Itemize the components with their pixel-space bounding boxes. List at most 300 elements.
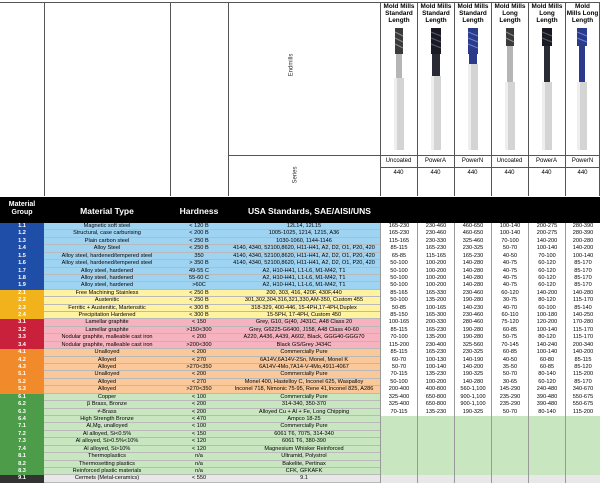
speed-range-cell	[565, 461, 600, 468]
speed-range-cell: 165-230	[380, 223, 417, 230]
material-group-code: 4.2	[0, 357, 44, 364]
speed-range-cell: 145-290	[491, 386, 528, 393]
speed-range-cell: 85-170	[565, 282, 600, 289]
speed-range-cell: 140-190	[454, 357, 491, 364]
divider	[170, 2, 171, 196]
material-type: Cermets (Metal-ceramics)	[74, 475, 140, 482]
material-type: Magnetic soft steel	[83, 223, 131, 229]
speed-range-cell: 85-120	[565, 364, 600, 371]
speed-range-cell: 390-480	[528, 401, 565, 408]
speed-range-cell	[491, 475, 528, 482]
hardness-value: < 200	[191, 334, 207, 341]
hardness-value: < 150	[191, 319, 207, 326]
hardness-value: n/a	[195, 453, 203, 460]
speed-range-cell: 325-400	[380, 394, 417, 401]
material-type: Austenitic	[94, 297, 120, 304]
speed-range-cell	[491, 468, 528, 475]
material-type: Thermoplastics	[88, 453, 126, 460]
speed-range-cell: 75-120	[491, 319, 528, 326]
material-type: Alloyed	[97, 386, 117, 393]
speed-range-cell	[491, 423, 528, 430]
speed-range-cell: 135-200	[417, 297, 454, 304]
speed-range-cell: 60-85	[491, 349, 528, 356]
speed-range-cell: 50-100	[380, 275, 417, 282]
material-type: ≠-Brass	[97, 408, 117, 415]
speed-range-cell: 140-250	[565, 312, 600, 319]
material-group-code: 8.3	[0, 468, 44, 475]
speed-range-cell: 50-70	[380, 364, 417, 371]
speed-range-cell: 80-140	[528, 409, 565, 416]
standards-value: 4140, 4340, 52100,8620, H11-H41, A2, D2, O1, P20, 420	[233, 260, 375, 267]
speed-range-cell	[528, 423, 565, 430]
standards-value: CFK, GFKAFK	[285, 467, 323, 474]
speed-range-cell	[417, 423, 454, 430]
material-group-code: 3.1	[0, 319, 44, 326]
speed-range-cell: 70-145	[491, 342, 528, 349]
speed-range-cell: 70-100	[380, 334, 417, 341]
hardness-heading: Hardness	[179, 206, 219, 216]
column-title: Mold Mills Long Length	[531, 3, 563, 24]
speed-range-cell	[565, 475, 600, 482]
speed-range-cell: 550-675	[565, 394, 600, 401]
material-group-code: 4.3	[0, 364, 44, 371]
speed-range-cell: 325-560	[454, 342, 491, 349]
speed-range-cell: 100-140	[528, 327, 565, 334]
speed-range-cell: 140-280	[454, 379, 491, 386]
speed-range-cell: 140-200	[565, 349, 600, 356]
speed-range-cell: 230-460	[454, 290, 491, 297]
speed-range-cell: 50-100	[380, 268, 417, 275]
speed-range-cell: 230-325	[454, 245, 491, 252]
material-group-code: 1.3	[0, 238, 44, 245]
standards-value: Grey, G10, G(40, J431C, A48 Class 20	[255, 319, 353, 326]
standards-value: Monel 400, Hastelloy C, Inconel 625, Waspalloy	[244, 378, 364, 385]
material-type: Precipitation Hardened	[78, 312, 136, 319]
hardness-value: >270<350	[186, 364, 212, 371]
material-type: Free Machining Stainless	[75, 289, 139, 296]
speed-range-cell: 140-200	[528, 290, 565, 297]
hardness-value: 49-55 C	[189, 267, 209, 274]
speed-range-cell: 135-230	[417, 409, 454, 416]
speed-range-cell: 60-120	[491, 290, 528, 297]
column-title: Mold Mills Standard Length	[457, 3, 489, 24]
hardness-value: < 200 B	[189, 230, 209, 237]
material-group-code: 6.1	[0, 394, 44, 401]
material-type: Alloy steel, hardened	[80, 267, 134, 274]
table-row	[0, 342, 600, 349]
hardness-value: >60C	[192, 282, 206, 289]
speed-range-cell: 100-130	[417, 357, 454, 364]
speed-range-cell: 400-800	[417, 386, 454, 393]
speed-range-cell: 120-200	[528, 319, 565, 326]
speed-range-cell	[491, 461, 528, 468]
speed-range-cell: 165-300	[417, 312, 454, 319]
material-group-code: 7.4	[0, 446, 44, 453]
speed-range-cell: 80-120	[528, 334, 565, 341]
speed-range-cell: 190-280	[454, 334, 491, 341]
material-type: Thermosetting plastics	[79, 460, 135, 467]
speed-range-cell: 85-115	[380, 349, 417, 356]
speed-range-cell	[417, 438, 454, 445]
speed-range-cell	[380, 416, 417, 423]
standards-value: Magnesium Whisker Reinforced	[264, 445, 344, 452]
speed-range-cell: 85-170	[565, 268, 600, 275]
speed-range-cell: 50-70	[491, 409, 528, 416]
standards-value: 12L14, 12L15	[286, 223, 322, 229]
material-group-code: 7.3	[0, 438, 44, 445]
standards-value: Commercially Pure	[280, 393, 328, 400]
material-type: Structural, case carburising	[73, 230, 141, 237]
column-title: Mold Mills Standard Length	[420, 3, 452, 24]
material-type: Nodular graphite, malleable cast iron	[61, 341, 153, 348]
table-row	[0, 475, 600, 482]
hardness-value: < 200	[191, 349, 207, 356]
hardness-value: > 350 B	[189, 260, 209, 267]
speed-range-cell: 230-460	[417, 230, 454, 237]
speed-range-cell: 115-170	[565, 297, 600, 304]
table-row	[0, 379, 600, 386]
speed-range-cell: 85-115	[565, 357, 600, 364]
standards-value: 1005-1025, 1214, 1215, A36	[268, 230, 340, 237]
hardness-value: 350	[194, 252, 204, 259]
material-group-code: 7.1	[0, 423, 44, 430]
speed-range-cell: 30-75	[491, 297, 528, 304]
speed-range-cell: 230-460	[454, 312, 491, 319]
standards-value: 6A14V,6A14V-2Sn, Monel, Monel K	[259, 356, 349, 363]
standards-value: 1030-1060, 1144-1146	[276, 237, 332, 244]
diameter-value: 440	[577, 170, 588, 176]
speed-range-cell: 230-400	[417, 342, 454, 349]
material-type: Alloyed	[97, 364, 117, 371]
speed-range-cell	[417, 453, 454, 460]
table-row	[0, 290, 600, 297]
divider	[380, 167, 600, 168]
speed-range-cell	[565, 446, 600, 453]
speed-range-cell: 85-150	[380, 312, 417, 319]
speed-range-cell	[491, 416, 528, 423]
material-type: Nodular graphite, malleable cast iron	[61, 334, 153, 341]
hardness-value: n/a	[195, 460, 203, 467]
speed-range-cell: 135-200	[417, 334, 454, 341]
speed-range-cell	[454, 475, 491, 482]
hardness-value: < 550	[191, 475, 207, 482]
material-type: Ferritic + Austenitic, Martensitic	[68, 304, 146, 311]
speed-range-cell: 100-200	[417, 379, 454, 386]
speed-range-cell: 60-110	[491, 312, 528, 319]
table-row	[0, 371, 600, 378]
speed-range-cell: 900-1,100	[454, 394, 491, 401]
speed-range-cell: 550-675	[565, 401, 600, 408]
table-row	[0, 223, 600, 230]
speed-range-cell: 190-325	[454, 371, 491, 378]
speed-range-cell	[454, 416, 491, 423]
speed-range-cell: 100-165	[380, 319, 417, 326]
coating-label: PowerN	[461, 158, 484, 164]
material-type: Alloy steel, hardened	[80, 282, 134, 289]
speed-range-cell	[380, 453, 417, 460]
speed-range-cell: 60-100	[528, 305, 565, 312]
standards-value: 6061 T6, 380-390	[281, 438, 327, 445]
standards-heading: USA Standards, SAE/AISI/UNS	[248, 206, 371, 216]
material-type: Reinforced plastic materials	[72, 467, 142, 474]
speed-range-cell: 100-200	[417, 275, 454, 282]
table-row	[0, 401, 600, 408]
speed-range-cell: 50-100	[380, 282, 417, 289]
speed-range-cell: 460-650	[454, 230, 491, 237]
table-row	[0, 282, 600, 289]
standards-value: Ultramid, Polystrol	[281, 453, 327, 460]
speed-range-cell: 340-670	[565, 386, 600, 393]
material-group-code: 2.4	[0, 312, 44, 319]
speed-range-cell	[454, 453, 491, 460]
material-type: Alloy steel, hardened/tempered steel	[61, 260, 153, 267]
material-group-code: 1.9	[0, 282, 44, 289]
speed-range-cell	[417, 468, 454, 475]
table-row	[0, 409, 600, 416]
material-group-code: 4.1	[0, 349, 44, 356]
standards-value: 6A14V-4Mo,7A14-V-4Mo,4911-4067	[259, 364, 349, 371]
hardness-value: < 250 B	[189, 237, 209, 244]
speed-range-cell: 165-230	[454, 253, 491, 260]
diameter-value: 440	[393, 170, 404, 176]
speed-range-cell	[491, 438, 528, 445]
speed-range-cell: 165-230	[417, 327, 454, 334]
table-row	[0, 453, 600, 460]
diameter-value: 440	[430, 170, 441, 176]
material-type: Alloy steel, hardened	[80, 274, 134, 281]
material-type: High Strength Bronze	[80, 415, 134, 422]
speed-range-cell	[454, 438, 491, 445]
speed-range-cell	[491, 446, 528, 453]
speed-range-cell	[380, 446, 417, 453]
speed-range-cell: 40-70	[491, 305, 528, 312]
speed-range-cell: 165-330	[417, 290, 454, 297]
speed-range-cell: 50-70	[491, 371, 528, 378]
diameter-value: 440	[541, 170, 552, 176]
endmill-powera-image	[426, 28, 446, 152]
standards-value: Alloyed Cu + Al + Fe, Long Chipping	[258, 408, 350, 415]
divider	[228, 155, 600, 156]
speed-range-cell: 115-200	[380, 342, 417, 349]
standards-value: A2, H10-H41, L1-L6, M1-M42, T1	[262, 282, 346, 289]
table-row	[0, 312, 600, 319]
speed-range-cell: 80-120	[528, 297, 565, 304]
speed-range-cell	[491, 453, 528, 460]
coating-label: PowerA	[424, 158, 446, 164]
speed-range-cell: 200-280	[565, 238, 600, 245]
speed-range-cell: 140-280	[454, 268, 491, 275]
speed-range-cell: 460-650	[454, 223, 491, 230]
speed-range-cell	[417, 431, 454, 438]
table-row	[0, 438, 600, 445]
speed-range-cell: 100-200	[417, 282, 454, 289]
speed-range-cell: 60-120	[528, 260, 565, 267]
divider	[44, 2, 45, 196]
speed-range-cell: 85-170	[565, 275, 600, 282]
speed-range-cell: 230-330	[417, 238, 454, 245]
table-header	[0, 197, 600, 223]
speed-range-cell	[380, 423, 417, 430]
standards-value: Inconel 718, Nimonic 75-95, Rene 41,Inconel 825, A286	[234, 386, 374, 393]
material-group-code: 1.4	[0, 245, 44, 252]
hardness-value: < 200	[191, 401, 207, 408]
standards-value: Black GS/Grey J434C	[276, 341, 332, 348]
standards-value: A220, A436, A439, A602, Black, GGG40-GGG70	[243, 334, 365, 341]
material-type: Al alloyed, Si>0.5%<10%	[75, 438, 139, 445]
table-row	[0, 364, 600, 371]
hardness-value: < 270	[191, 378, 207, 385]
table-row	[0, 327, 600, 334]
speed-range-cell	[380, 438, 417, 445]
material-group-code: 2.3	[0, 305, 44, 312]
speed-range-cell: 100-200	[417, 260, 454, 267]
speed-range-cell: 115-200	[565, 409, 600, 416]
speed-range-cell: 200-330	[417, 319, 454, 326]
material-type: Al,Mg, unalloyed	[86, 423, 128, 430]
table-row	[0, 468, 600, 475]
hardness-value: < 270	[191, 356, 207, 363]
speed-range-cell: 230-325	[454, 349, 491, 356]
series-label: Series	[292, 166, 299, 184]
speed-range-cell	[528, 416, 565, 423]
speed-range-cell: 80-140	[528, 371, 565, 378]
column-title: Mold Mills Long Length	[494, 3, 526, 24]
standards-value: Ampco 18-25	[287, 415, 321, 422]
material-group-code: 1.6	[0, 260, 44, 267]
speed-range-cell: 85-140	[565, 305, 600, 312]
speed-range-cell: 200-275	[528, 230, 565, 237]
standards-value: Commercially Pure	[280, 371, 328, 378]
speed-range-cell: 140-200	[565, 245, 600, 252]
material-type: Al alloyed, Si>10%	[83, 445, 131, 452]
speed-range-cell: 100-165	[417, 305, 454, 312]
speed-range-cell: 85-170	[565, 379, 600, 386]
speed-range-cell: 235-290	[491, 401, 528, 408]
speed-range-cell: 70-100	[528, 253, 565, 260]
speed-range-cell: 115-200	[565, 371, 600, 378]
material-group-code: 2.2	[0, 297, 44, 304]
speed-range-cell: 115-170	[565, 334, 600, 341]
hardness-value: < 470	[191, 415, 207, 422]
speed-range-cell: 70-115	[380, 371, 417, 378]
speed-range-cell: 40-75	[491, 260, 528, 267]
speed-range-cell: 85-115	[380, 245, 417, 252]
standards-value: 4140, 4340, 52100,8620, H11-H41, A2, D2, O1, P20, 420	[233, 252, 375, 259]
hardness-value: < 100	[191, 423, 207, 430]
standards-value: A2, H10-H41, L1-L6, M1-M42, T1	[262, 274, 346, 281]
table-row	[0, 260, 600, 267]
speed-range-cell: 115-165	[380, 238, 417, 245]
speed-range-cell: 200-400	[380, 386, 417, 393]
speed-range-cell: 165-230	[417, 349, 454, 356]
speed-range-cell	[454, 446, 491, 453]
speed-range-cell: 140-280	[454, 260, 491, 267]
speed-range-cell	[528, 453, 565, 460]
speed-range-cell: 325-460	[454, 238, 491, 245]
material-group-code: 6.3	[0, 409, 44, 416]
endmill-long-powern-image	[572, 28, 592, 152]
material-group-code: 7.2	[0, 431, 44, 438]
speed-range-cell: 115-165	[417, 253, 454, 260]
hardness-value: < 120	[191, 438, 207, 445]
material-type: Unalloyed	[94, 349, 120, 356]
coating-label: Uncoated	[385, 158, 412, 164]
hardness-value: >200<300	[186, 341, 212, 348]
table-row	[0, 305, 600, 312]
speed-range-cell: 50-75	[491, 334, 528, 341]
speed-range-cell: 650-800	[417, 401, 454, 408]
speed-range-cell	[454, 423, 491, 430]
speed-range-cell: 60-120	[528, 379, 565, 386]
speed-range-cell	[565, 453, 600, 460]
material-group-code: 6.2	[0, 401, 44, 408]
speed-range-cell	[417, 475, 454, 482]
coating-label: PowerN	[571, 158, 594, 164]
material-group-code: 2.1	[0, 290, 44, 297]
speed-range-cell: 100-200	[417, 268, 454, 275]
hardness-value: >150<300	[186, 326, 212, 333]
table-row	[0, 357, 600, 364]
speed-range-cell: 140-280	[454, 275, 491, 282]
material-group-code: 5.2	[0, 379, 44, 386]
hardness-value: < 100	[191, 393, 207, 400]
speed-range-cell: 30-65	[491, 379, 528, 386]
speed-range-cell: 35-50	[491, 364, 528, 371]
table-row	[0, 230, 600, 237]
speed-range-cell: 85-165	[380, 290, 417, 297]
speed-range-cell	[417, 461, 454, 468]
material-type: Alloyed	[97, 356, 117, 363]
speed-range-cell: 40-50	[491, 357, 528, 364]
speed-range-cell: 60-120	[528, 268, 565, 275]
speed-range-cell: 100-140	[417, 364, 454, 371]
speed-range-cell	[491, 431, 528, 438]
table-row	[0, 431, 600, 438]
speed-range-cell	[380, 431, 417, 438]
hardness-value: n/a	[195, 467, 203, 474]
speed-range-cell	[454, 461, 491, 468]
speed-range-cell	[528, 475, 565, 482]
standards-value: A2, H10-H41, L1-L6, M1-M42, T1	[262, 267, 346, 274]
speed-range-cell: 140-200	[454, 364, 491, 371]
material-type: Alloy steel, hardened/tempered steel	[61, 252, 153, 259]
hardness-value: < 250 B	[189, 245, 209, 252]
speed-range-cell: 60-70	[380, 357, 417, 364]
material-group-code: 5.3	[0, 386, 44, 393]
speed-range-cell: 50-70	[491, 245, 528, 252]
hardness-value: < 150	[191, 430, 207, 437]
table-row	[0, 446, 600, 453]
speed-range-cell: 65-85	[380, 253, 417, 260]
speed-range-cell: 60-85	[491, 327, 528, 334]
diameter-value: 440	[504, 170, 515, 176]
speed-range-cell: 280-390	[565, 223, 600, 230]
material-group-code: 3.4	[0, 342, 44, 349]
table-row	[0, 319, 600, 326]
material-type: Unalloyed	[94, 371, 120, 378]
table-row	[0, 268, 600, 275]
speed-range-cell: 50-100	[380, 297, 417, 304]
hardness-value: < 120 B	[189, 223, 209, 229]
endmill-powern-image	[463, 28, 483, 152]
speed-range-cell: 325-400	[380, 401, 417, 408]
standards-value: Grey, G6225-G6400, J158, A48 Class 40-60	[249, 326, 359, 333]
hardness-value: < 250 B	[189, 297, 209, 304]
material-group-code: 6.4	[0, 416, 44, 423]
standards-value: Commercially Pure	[280, 423, 328, 430]
material-group-code: 3.3	[0, 334, 44, 341]
divider	[228, 2, 229, 196]
